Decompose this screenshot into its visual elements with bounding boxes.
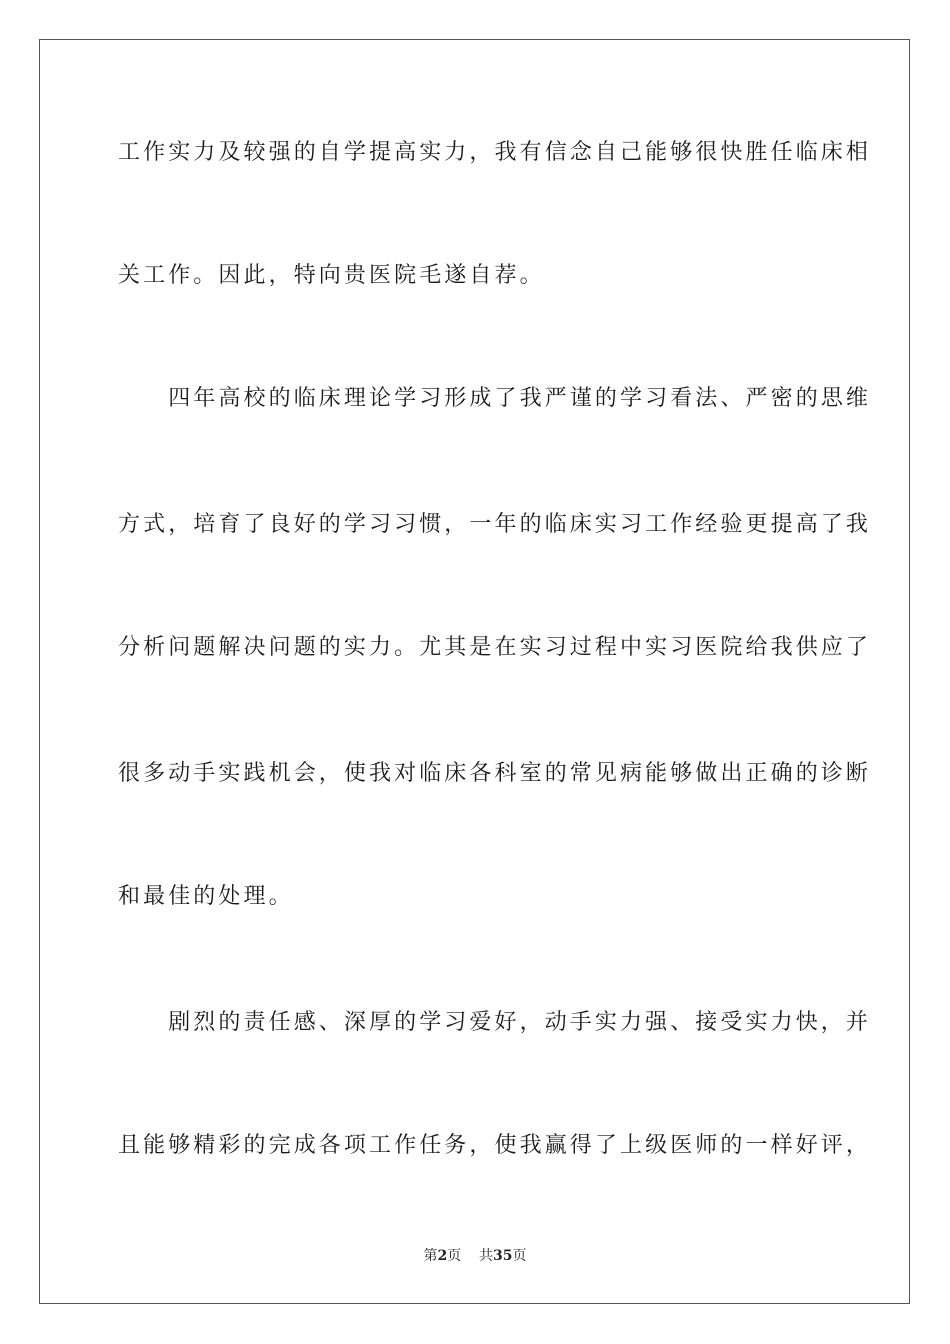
text-line-6: 很多动手实践机会，使我对临床各科室的常见病能够做出正确的诊断 bbox=[118, 761, 872, 786]
page-footer bbox=[0, 1246, 950, 1266]
page-number: 2 bbox=[437, 1248, 448, 1264]
page-suffix: 页 bbox=[447, 1248, 462, 1264]
text-line-5: 分析问题解决问题的实力。尤其是在实习过程中实习医院给我供应了 bbox=[118, 635, 872, 660]
total-prefix: 共 bbox=[479, 1248, 494, 1264]
total-pages: 35 bbox=[493, 1248, 513, 1264]
text-line-1: 工作实力及较强的自学提高实力，我有信念自己能够很快胜任临床相 bbox=[118, 140, 872, 165]
text-line-4: 方式，培育了良好的学习习惯，一年的临床实习工作经验更提高了我 bbox=[118, 512, 872, 537]
page-prefix: 第 bbox=[423, 1248, 438, 1264]
text-line-2: 关工作。因此，特向贵医院毛遂自荐。 bbox=[118, 263, 545, 288]
page-border bbox=[39, 39, 910, 1304]
total-suffix: 页 bbox=[512, 1248, 527, 1264]
text-line-7: 和最佳的处理。 bbox=[118, 884, 294, 909]
text-line-3: 四年高校的临床理论学习形成了我严谨的学习看法、严密的思维 bbox=[118, 386, 872, 411]
text-line-9: 且能够精彩的完成各项工作任务，使我赢得了上级医师的一样好评， bbox=[118, 1133, 872, 1158]
text-line-8: 剧烈的责任感、深厚的学习爱好，动手实力强、接受实力快，并 bbox=[118, 1010, 872, 1035]
